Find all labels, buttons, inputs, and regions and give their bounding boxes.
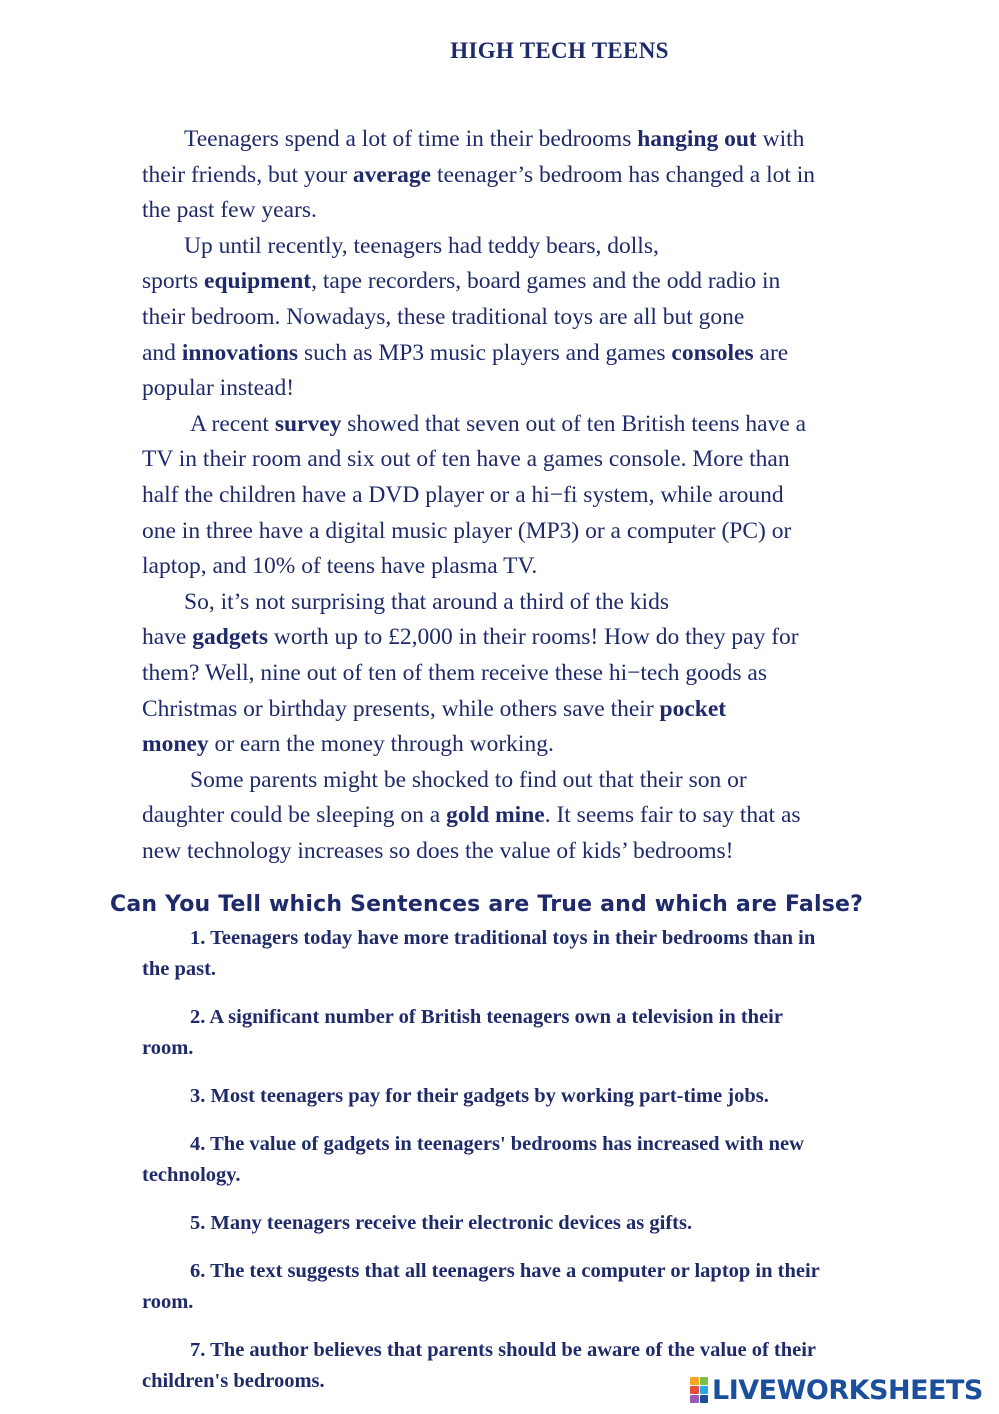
article-text: [142, 122, 942, 869]
keyword: equipment: [204, 268, 312, 295]
text-line: their friends, but your average teenager’s bedroom has changed a lot in: [142, 161, 816, 188]
text-line: their bedroom. Nowadays, these traditional toys are all but gone: [142, 303, 745, 330]
question-text: children's bedrooms.: [142, 1370, 325, 1392]
keyword: innovations: [181, 339, 299, 366]
question-item: [142, 1129, 942, 1191]
question-item: [142, 1081, 942, 1112]
keyword: gadgets: [192, 624, 268, 651]
question-text: 2. A significant number of British teenagers own a television in their: [190, 1006, 783, 1028]
text-line: one in three have a digital music player (MP3) or a computer (PC) or: [142, 517, 792, 544]
question-text: room.: [142, 1291, 194, 1313]
keyword: money: [142, 731, 209, 758]
keyword: consoles: [671, 339, 754, 366]
text-line: money or earn the money through working.: [142, 731, 554, 758]
text-line: new technology increases so does the value of kids’ bedrooms!: [142, 837, 734, 864]
question-item: [142, 1256, 942, 1318]
paragraph-1: [142, 122, 942, 229]
question-text: 5. Many teenagers receive their electronic devices as gifts.: [190, 1212, 693, 1234]
text-line: the past few years.: [142, 197, 317, 224]
questions-heading: Can You Tell which Sentences are True and which are False?: [110, 892, 864, 917]
text-line: Christmas or birthday presents, while others save their pocket: [142, 695, 727, 722]
question-text: 4. The value of gadgets in teenagers' bedrooms has increased with new: [190, 1133, 804, 1155]
paragraph-4: [142, 585, 942, 763]
question-text: room.: [142, 1037, 194, 1059]
question-item: [142, 1002, 942, 1064]
logo-text: LIVEWORKSHEETS: [712, 1374, 983, 1406]
question-text: 6. The text suggests that all teenagers have a computer or laptop in their: [190, 1260, 820, 1282]
paragraph-3: [142, 407, 942, 585]
text-line: A recent survey showed that seven out of ten British teens have a: [190, 410, 807, 437]
page-title: HIGH TECH TEENS: [450, 38, 669, 63]
question-item: [142, 923, 942, 985]
text-line: Teenagers spend a lot of time in their bedrooms hanging out with: [184, 126, 805, 152]
question-text: the past.: [142, 958, 217, 980]
question-text: 7. The author believes that parents should be aware of the value of their: [190, 1339, 817, 1361]
text-line: TV in their room and six out of ten have a games console. More than: [142, 446, 790, 473]
keyword: survey: [274, 410, 342, 437]
text-line: popular instead!: [142, 375, 295, 402]
liveworksheets-logo-icon: [690, 1377, 708, 1403]
keyword: average: [352, 161, 432, 188]
text-line: and innovations such as MP3 music players and games consoles are: [142, 339, 789, 366]
text-line: laptop, and 10% of teens have plasma TV.: [142, 553, 538, 580]
text-line: Up until recently, teenagers had teddy bears, dolls,: [184, 232, 659, 259]
question-text: 3. Most teenagers pay for their gadgets by working part-time jobs.: [190, 1085, 769, 1107]
question-text: 1. Teenagers today have more traditional toys in their bedrooms than in: [190, 927, 816, 949]
question-text: technology.: [142, 1164, 241, 1186]
text-line: have gadgets worth up to £2,000 in their rooms! How do they pay for: [142, 624, 799, 651]
text-line: half the children have a DVD player or a hi−fi system, while around: [142, 481, 784, 508]
keyword: pocket: [659, 695, 727, 722]
text-line: sports equipment, tape recorders, board games and the odd radio in: [142, 268, 781, 295]
keyword: gold mine: [446, 802, 545, 829]
text-line: So, it’s not surprising that around a third of the kids: [184, 588, 669, 615]
text-line: Some parents might be shocked to find out that their son or: [190, 766, 747, 793]
liveworksheets-logo[interactable]: [690, 1374, 983, 1406]
keyword: hanging out: [637, 126, 757, 152]
questions-list: [142, 923, 942, 1414]
question-item: [142, 1208, 942, 1239]
text-line: daughter could be sleeping on a gold mine. It seems fair to say that as: [142, 802, 801, 829]
text-line: them? Well, nine out of ten of them receive these hi−tech goods as: [142, 659, 767, 686]
paragraph-5: [142, 763, 942, 870]
paragraph-2: [142, 229, 942, 407]
